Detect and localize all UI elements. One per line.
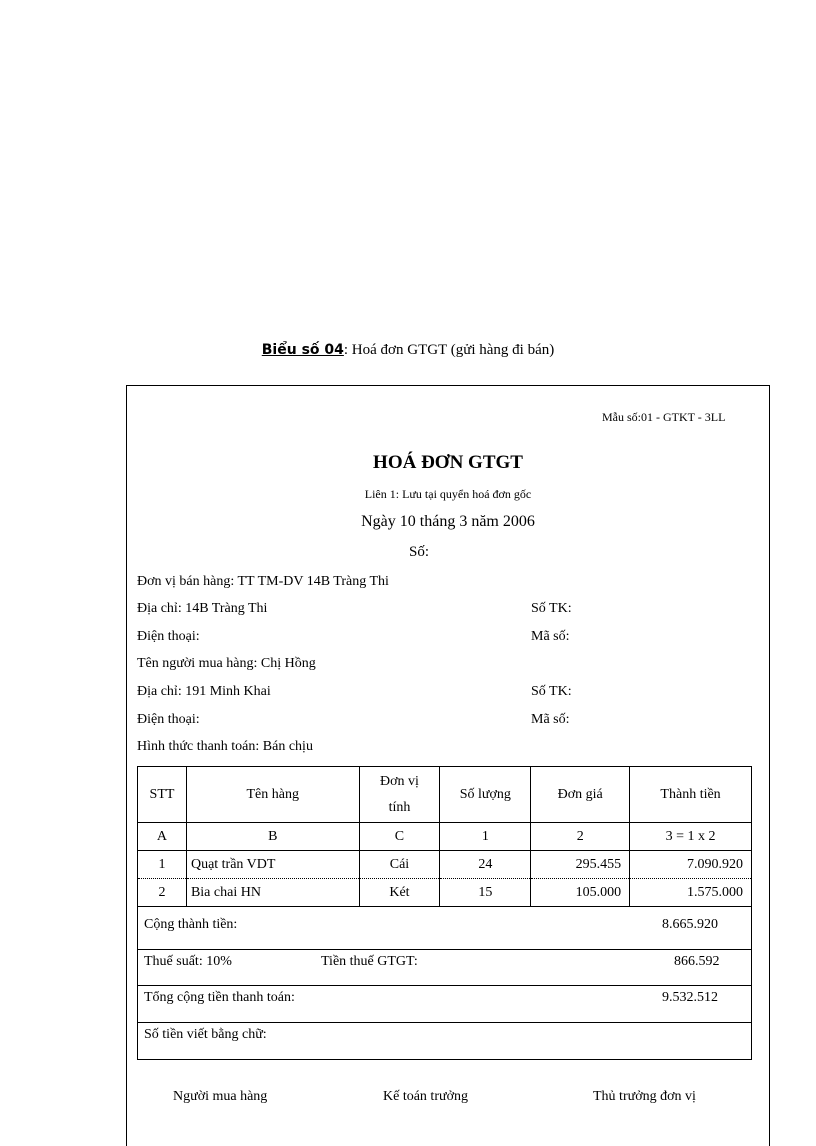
index-a: A [138, 823, 187, 851]
caption-text: : Hoá đơn GTGT (gửi hàng đi bán) [343, 342, 555, 358]
header-price: Đơn giá [531, 767, 630, 823]
subtotal-value: 8.665.920 [662, 917, 718, 932]
row-name: Bia chai HN [186, 879, 359, 907]
header-qty: Số lượng [440, 767, 531, 823]
table-row [138, 879, 752, 907]
invoice-number-label: Số: [409, 544, 430, 560]
row-stt: 2 [138, 879, 187, 907]
header-name: Tên hàng [186, 767, 359, 823]
total-label: Tổng cộng tiền thanh toán: [144, 990, 295, 1005]
buyer-name: Tên người mua hàng: Chị Hồng [137, 656, 316, 671]
buyer-account: Số TK: [531, 684, 572, 699]
row-amount: 7.090.920 [630, 851, 752, 879]
row-price: 105.000 [531, 879, 630, 907]
row-unit: Cái [359, 851, 440, 879]
buyer-tax-code: Mã số: [531, 712, 570, 727]
total-value: 9.532.512 [662, 990, 718, 1005]
row-unit: Két [359, 879, 440, 907]
seller-account: Số TK: [531, 601, 572, 616]
header-unit-line2: tính [388, 799, 411, 815]
items-table [137, 766, 752, 907]
signature-buyer: Người mua hàng [173, 1089, 268, 1104]
index-1: 1 [440, 823, 531, 851]
vat-value: 866.592 [674, 954, 720, 969]
row-stt: 1 [138, 851, 187, 879]
row-qty: 15 [440, 879, 531, 907]
totals-box [137, 906, 752, 1060]
seller-phone: Điện thoại: [137, 629, 200, 644]
buyer-address: Địa chỉ: 191 Minh Khai [137, 684, 271, 699]
index-c: C [359, 823, 440, 851]
header-unit [359, 767, 440, 823]
form-number: Mẫu số:01 - GTKT - 3LL [602, 410, 726, 424]
table-index-row [138, 823, 752, 851]
row-qty: 24 [440, 851, 531, 879]
vat-label: Tiền thuế GTGT: [321, 954, 418, 969]
vat-rate-label: Thuế suất: 10% [144, 954, 232, 969]
invoice-title: HOÁ ĐƠN GTGT [373, 452, 523, 473]
payment-method: Hình thức thanh toán: Bán chịu [137, 739, 313, 754]
index-b: B [186, 823, 359, 851]
seller-unit: Đơn vị bán hàng: TT TM-DV 14B Tràng Thi [137, 574, 389, 589]
seller-tax-code: Mã số: [531, 629, 570, 644]
row-price: 295.455 [531, 851, 630, 879]
invoice-date: Ngày 10 tháng 3 năm 2006 [361, 513, 535, 530]
table-row [138, 851, 752, 879]
header-unit-line1: Đơn vị [380, 773, 419, 789]
header-amount: Thành tiền [630, 767, 752, 823]
table-header-row [138, 767, 752, 823]
index-3: 3 = 1 x 2 [630, 823, 752, 851]
total-row [138, 986, 751, 1023]
amount-in-words-row [138, 1023, 751, 1059]
signature-chief-accountant: Kế toán trưởng [383, 1089, 468, 1104]
seller-address: Địa chỉ: 14B Tràng Thi [137, 601, 268, 616]
subtotal-label: Cộng thành tiền: [144, 917, 238, 932]
signature-head-of-unit: Thủ trưởng đơn vị [593, 1089, 696, 1104]
index-2: 2 [531, 823, 630, 851]
document-caption [0, 342, 816, 359]
amount-in-words-label: Số tiền viết bằng chữ: [144, 1027, 267, 1042]
vat-row [138, 950, 751, 986]
row-amount: 1.575.000 [630, 879, 752, 907]
caption-label: Biểu số 04 [261, 342, 344, 358]
row-name: Quạt trần VDT [186, 851, 359, 879]
subtotal-row [138, 906, 751, 950]
header-stt: STT [138, 767, 187, 823]
copy-note: Liên 1: Lưu tại quyển hoá đơn gốc [364, 487, 532, 501]
buyer-phone: Điện thoại: [137, 712, 200, 727]
